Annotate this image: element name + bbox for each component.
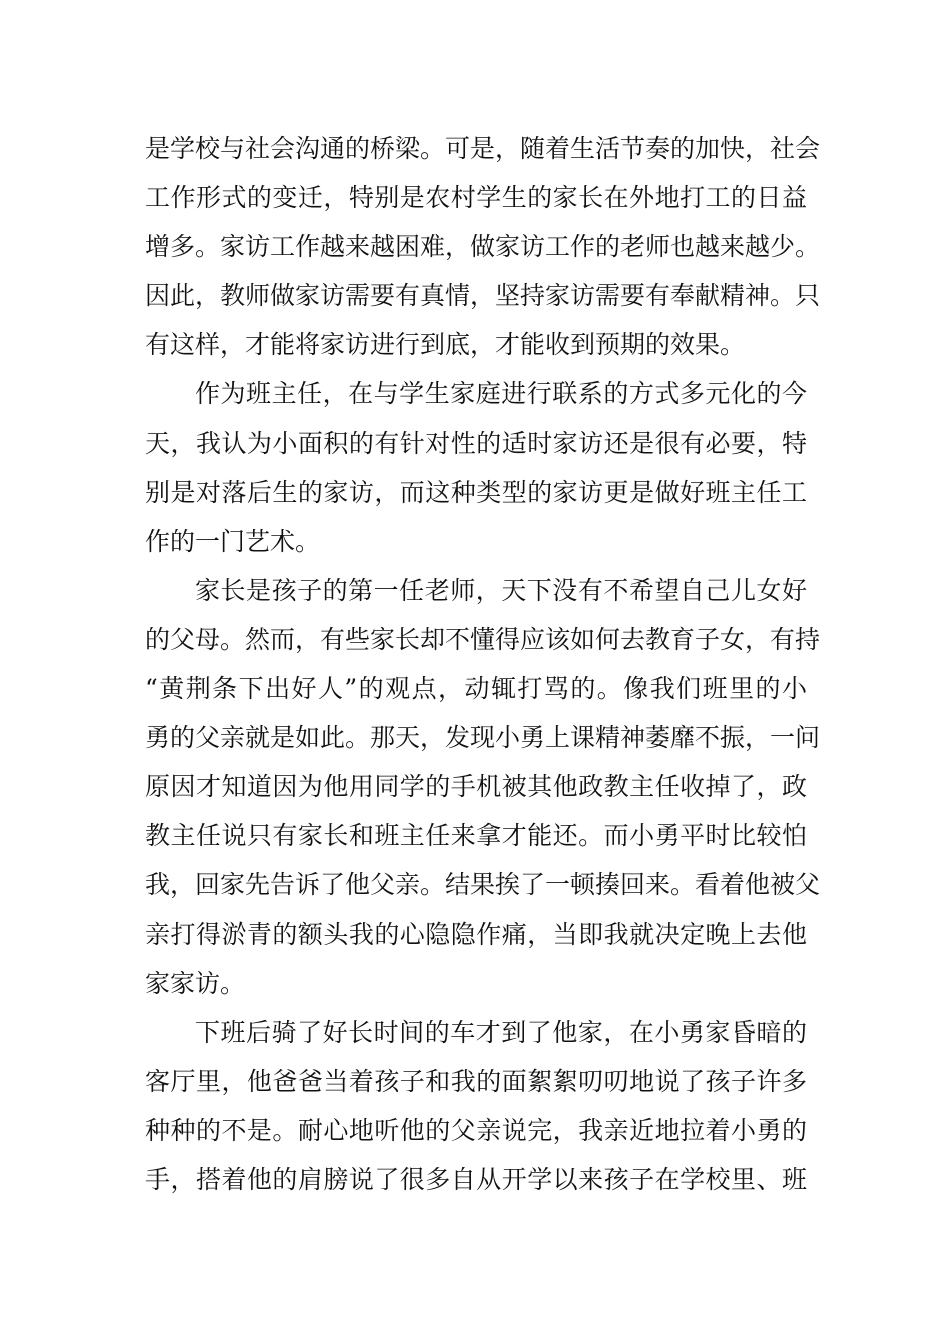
text-line: 原因才知道因为他用同学的手机被其他政教主任收掉了，政 — [145, 772, 807, 802]
text-line: 是学校与社会沟通的桥梁。可是，随着生活节奏的加快，社会 — [145, 134, 821, 163]
text-line: 种种的不是。耐心地听他的父亲说完，我亲近地拉着小勇的 — [145, 1115, 807, 1145]
text-line: 客厅里，他爸爸当着孩子和我的面絮絮叨叨地说了孩子许多 — [145, 1066, 807, 1096]
text-line: 别是对落后生的家访，而这种类型的家访更是做好班主任工 — [145, 477, 807, 507]
text-line: 家家访。 — [145, 968, 246, 998]
text-line: 手，搭着他的肩膀说了很多自从开学以来孩子在学校里、班 — [145, 1164, 807, 1194]
text-line: 因此，教师做家访需要有真情，坚持家访需要有奉献精神。只 — [145, 281, 821, 311]
text-line: “黄荆条下出好人”的观点，动辄打骂的。像我们班里的小 — [145, 674, 807, 704]
text-line: 的父母。然而，有些家长却不懂得应该如何去教育子女，有持 — [145, 624, 821, 654]
text-line: 教主任说只有家长和班主任来拿才能还。而小勇平时比较怕 — [145, 821, 807, 851]
text-line: 天，我认为小面积的有针对性的适时家访还是很有必要，特 — [145, 428, 807, 458]
text-line: 下班后骑了好长时间的车才到了他家，在小勇家昏暗的 — [195, 1017, 807, 1047]
text-line: 家长是孩子的第一任老师，天下没有不希望自己儿女好 — [195, 575, 807, 605]
text-line: 有这样，才能将家访进行到底，才能收到预期的效果。 — [145, 330, 746, 360]
text-line: 增多。家访工作越来越困难，做家访工作的老师也越来越少。 — [145, 232, 821, 262]
text-line: 作为班主任，在与学生家庭进行联系的方式多元化的今 — [195, 379, 807, 409]
body-text — [145, 124, 821, 1204]
text-line: 亲打得淤青的额头我的心隐隐作痛，当即我就决定晚上去他 — [145, 919, 807, 949]
text-line: 我，回家先告诉了他父亲。结果挨了一顿揍回来。看着他被父 — [145, 870, 821, 900]
text-line: 勇的父亲就是如此。那天，发现小勇上课精神萎靡不振，一问 — [145, 723, 821, 753]
text-line: 工作形式的变迁，特别是农村学生的家长在外地打工的日益 — [145, 183, 807, 213]
text-line: 作的一门艺术。 — [145, 526, 321, 556]
